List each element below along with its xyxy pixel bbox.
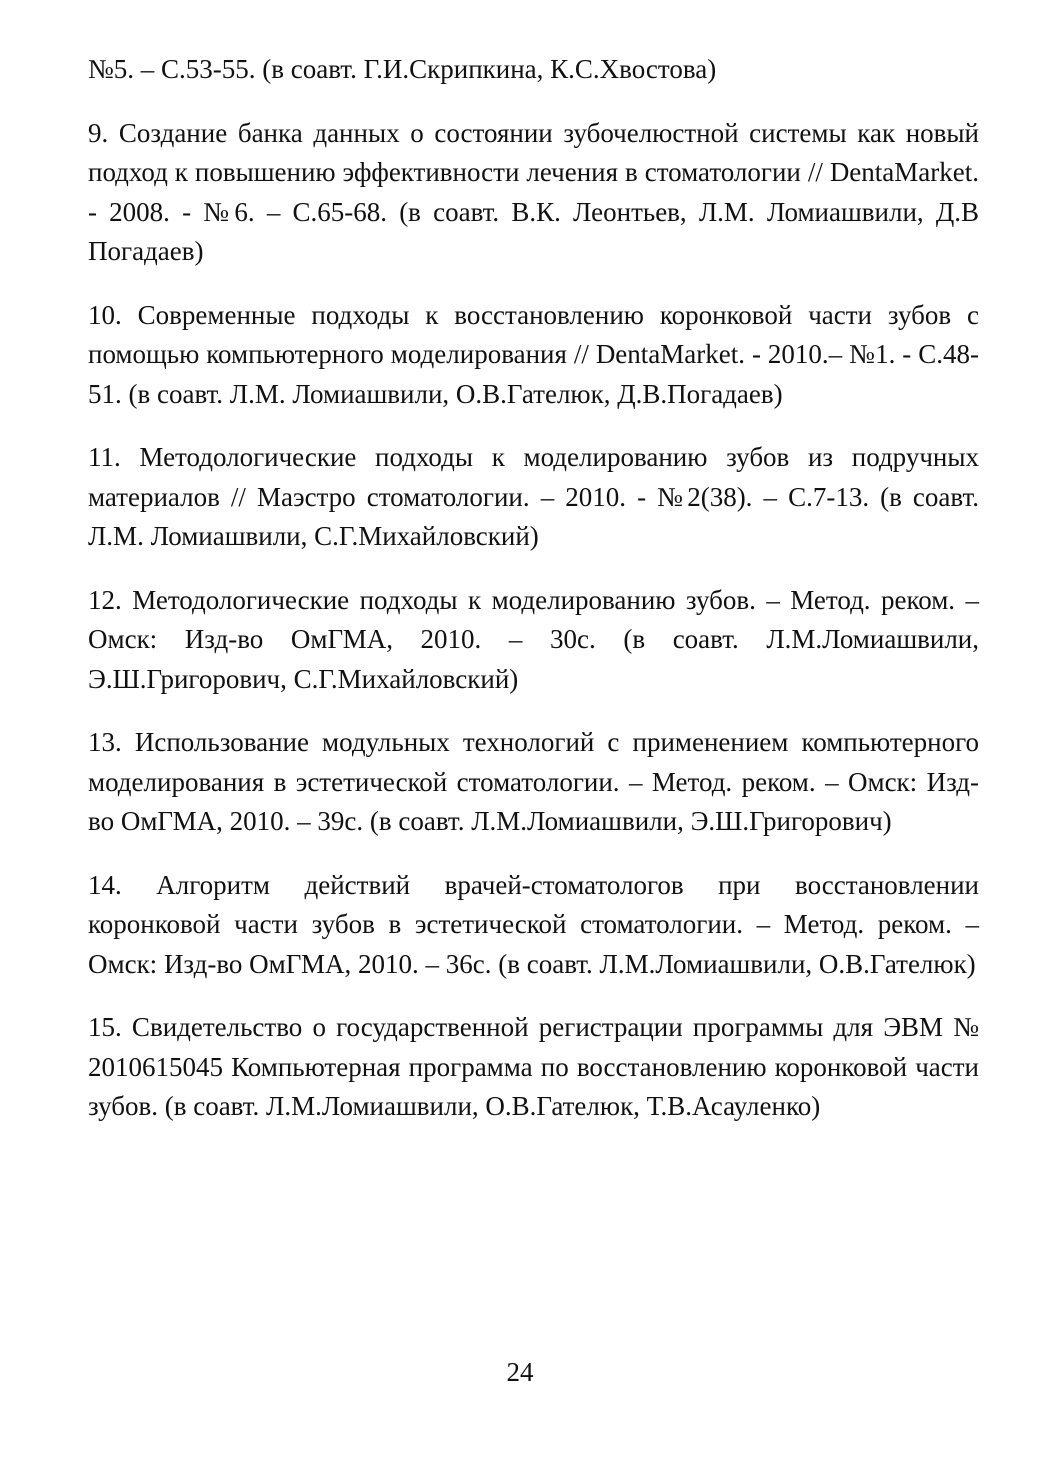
- reference-list: [88, 50, 979, 1151]
- reference-entry-13: 13. Использование модульных технологий с применением компьютерного моделирования в эстетической стоматологии. – Метод. реком. – Омск: Изд-во ОмГМА, 2010. – 39с. (в соавт. Л.М.Ломиашвили, Э.Ш.Григорович): [88, 727, 979, 836]
- reference-entry-continuation: №5. – С.53-55. (в соавт. Г.И.Скрипкина, К.С.Хвостова): [88, 54, 717, 84]
- reference-entry-9: 9. Создание банка данных о состоянии зубочелюстной системы как новый подход к повышению эффективности лечения в стоматологии // DentaMarket. - 2008. - №6. – С.65-68. (в соавт. В.К. Леонтьев, Л.М. Ломиашвили, Д.В Погадаев): [88, 117, 979, 266]
- reference-entry-11: 11. Методологические подходы к моделированию зубов из подручных материалов // Маэстро стоматологии. – 2010. - №2(38). – С.7-13. (в соавт. Л.М. Ломиашвили, С.Г.Михайловский): [88, 442, 979, 551]
- reference-entry-12: 12. Методологические подходы к моделированию зубов. – Метод. реком. – Омск: Изд-во ОмГМА, 2010. – 30с. (в соавт. Л.М.Ломиашвили, Э.Ш.Григорович, С.Г.Михайловский): [88, 584, 979, 694]
- page-number: 24: [506, 1357, 534, 1387]
- reference-entry-14: 14. Алгоритм действий врачей-стоматологов при восстановлении коронковой части зубов в эстетической стоматологии. – Метод. реком. – Омск: Изд-во ОмГМА, 2010. – 36с. (в соавт. Л.М.Ломиашвили, О.В.Гателюк): [88, 869, 979, 979]
- reference-entry-10: 10. Современные подходы к восстановлению коронковой части зубов с помощью компьютерного моделирования // DentaMarket. - 2010.– №1. - С.48-51. (в соавт. Л.М. Ломиашвили, О.В.Гателюк, Д.В.Погадаев): [88, 299, 979, 409]
- reference-entry-15: 15. Свидетельство о государственной регистрации программы для ЭВМ № 2010615045 Компьютерная программа по восстановлению коронковой части зубов. (в соавт. Л.М.Ломиашвили, О.В.Гателюк, Т.В.Асауленко): [88, 1012, 979, 1121]
